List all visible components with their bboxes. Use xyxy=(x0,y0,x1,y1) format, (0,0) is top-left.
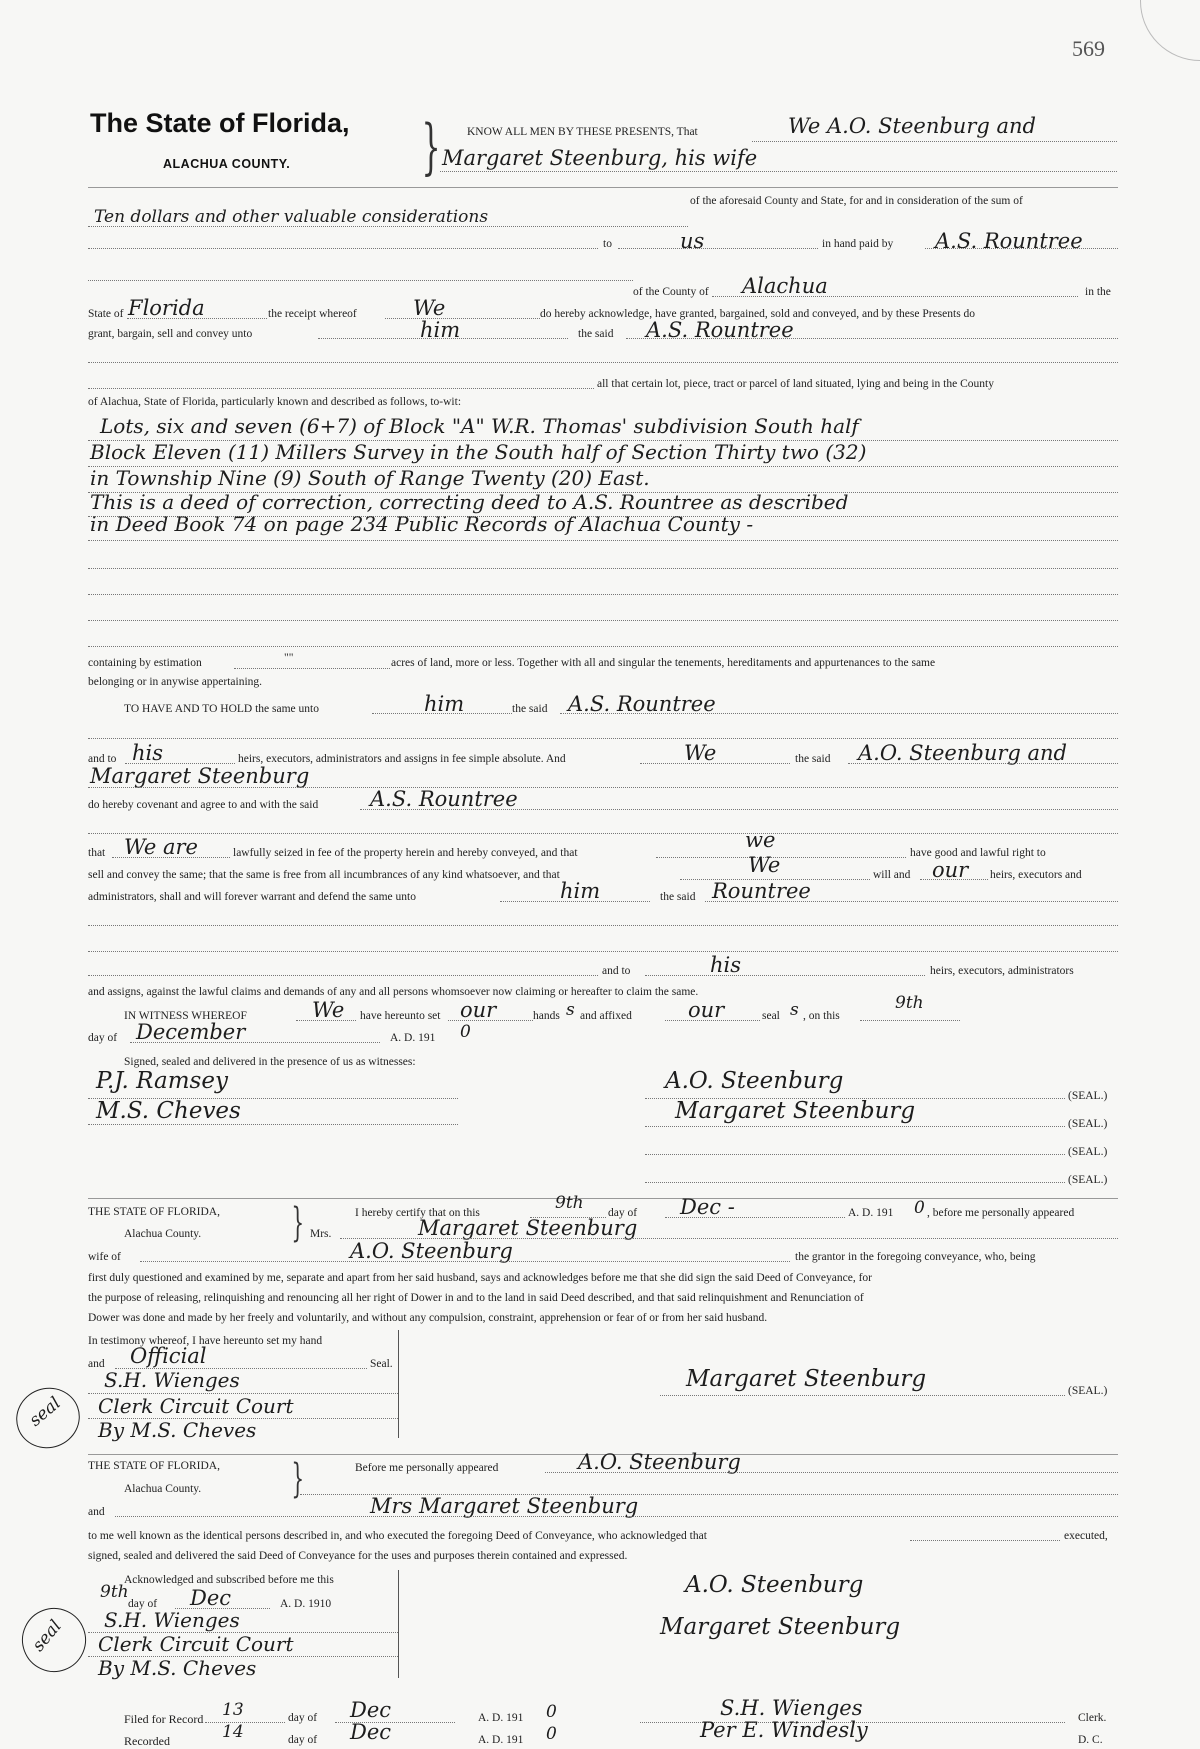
containing-by: containing by estimation xyxy=(88,657,202,669)
clerk-label: Clerk. xyxy=(1078,1712,1107,1724)
cert1-para-1: first duly questioned and examined by me, separate and apart from her said husband, says and acknowledges before me that she did sign the said Deed of Conveyance, for xyxy=(88,1272,872,1284)
line xyxy=(88,738,1118,739)
county-handwritten: Alachua xyxy=(742,274,828,298)
set-handwritten: our xyxy=(460,998,497,1022)
sell-handwritten: We xyxy=(748,853,781,877)
cert2-appeared-handwritten: A.O. Steenburg xyxy=(578,1450,741,1474)
cert1-i-hereby-certify: I hereby certify that on this xyxy=(355,1207,480,1219)
grant-bargain: grant, bargain, sell and convey unto xyxy=(88,328,253,340)
in-hand-paid: in hand paid by xyxy=(822,238,894,250)
cert1-in-testimony: In testimony whereof, I have hereunto set my hand xyxy=(88,1335,323,1347)
line xyxy=(712,296,1078,297)
line xyxy=(88,568,1118,569)
do-hereby-acknowledge: do hereby acknowledge, have granted, bargained, sold and conveyed, and by these Presents do xyxy=(540,308,976,320)
month-handwritten: December xyxy=(136,1020,246,1044)
line xyxy=(665,1020,760,1021)
all-that-certain: all that certain lot, piece, tract or parcel of land situated, lying and being in the County xyxy=(597,378,994,390)
line xyxy=(645,1126,1065,1127)
deputy-clerk-signature: Per E. Windesly xyxy=(700,1718,868,1742)
divider xyxy=(88,187,1118,188)
cert2-signature-1: A.O. Steenburg xyxy=(685,1572,864,1598)
and-handwritten: We xyxy=(684,741,717,765)
the-said: the said xyxy=(578,328,614,340)
cert1-before-me: , before me personally appeared xyxy=(927,1207,1075,1219)
grantors-handwritten: We A.O. Steenburg and xyxy=(788,114,1036,138)
line xyxy=(88,594,1118,595)
line xyxy=(910,1540,1060,1541)
recorded: Recorded xyxy=(124,1734,170,1748)
covenant-handwritten: A.S. Rountree xyxy=(370,787,518,811)
description-line-2: Block Eleven (11) Millers Survey in the South half of Section Thirty two (32) xyxy=(90,440,867,464)
cert2-ad-1910: A. D. 1910 xyxy=(280,1598,332,1610)
receipt-whereof: the receipt whereof xyxy=(268,308,357,320)
cert2-ack-subscribed: Acknowledged and subscribed before me this xyxy=(124,1574,334,1586)
seal-label-4: (SEAL.) xyxy=(1068,1174,1108,1186)
state-handwritten: Florida xyxy=(128,296,205,320)
line xyxy=(130,1042,380,1043)
and-to: and to xyxy=(88,753,117,765)
on-this: , on this xyxy=(803,1010,840,1022)
and-assigns: and assigns, against the lawful claims and demands of any and all persons whomsoever now claiming or hereafter to claim the same. xyxy=(88,986,699,998)
cert2-executed: executed, xyxy=(1064,1530,1108,1542)
cert1-mrs-handwritten: Margaret Steenburg xyxy=(418,1216,638,1240)
in-witness: IN WITNESS WHEREOF xyxy=(124,1010,247,1022)
cert2-county: Alachua County. xyxy=(124,1483,202,1495)
cert1-county: Alachua County. xyxy=(124,1228,202,1240)
line xyxy=(88,248,598,249)
line xyxy=(88,388,594,389)
heirs-exec-admin: heirs, executors, administrators xyxy=(930,965,1074,977)
filed-for-record: Filed for Record xyxy=(124,1712,204,1726)
line xyxy=(640,763,790,764)
cert1-seal-label: (SEAL.) xyxy=(1068,1385,1108,1397)
recorded-ad-191: A. D. 191 xyxy=(478,1734,524,1746)
cert1-mrs: Mrs. xyxy=(310,1228,332,1240)
know-all-men: KNOW ALL MEN BY THESE PRESENTS, That xyxy=(467,126,698,138)
seal-label-2: (SEAL.) xyxy=(1068,1118,1108,1130)
grantor-2-signature: Margaret Steenburg xyxy=(675,1098,916,1124)
line xyxy=(660,1395,1065,1396)
cert2-day-handwritten: 9th xyxy=(100,1582,129,1602)
that-label: that xyxy=(88,847,106,859)
line xyxy=(88,646,1118,647)
grant-handwritten: him xyxy=(420,318,461,342)
recorded-month-handwritten: Dec xyxy=(350,1720,392,1744)
consideration-handwritten: Ten dollars and other valuable considerations xyxy=(94,207,489,227)
will-and: will and xyxy=(873,869,911,881)
line xyxy=(88,620,1118,621)
affixed-handwritten: our xyxy=(688,998,725,1022)
cert1-state: THE STATE OF FLORIDA, xyxy=(88,1206,220,1218)
state-of: State of xyxy=(88,308,124,320)
page-corner-curl xyxy=(1140,0,1200,61)
line xyxy=(645,1154,1065,1155)
cert1-wife-of: wife of xyxy=(88,1251,121,1263)
cert2-before-me: Before me personally appeared xyxy=(355,1462,499,1474)
cert2-side-bar xyxy=(398,1570,399,1678)
filed-year-handwritten: 0 xyxy=(546,1702,557,1722)
recorded-day-of: day of xyxy=(288,1734,318,1746)
witness-handwritten: We xyxy=(312,998,345,1022)
and-said-handwritten-2: Margaret Steenburg xyxy=(90,764,310,788)
cert1-the-grantor: the grantor in the foregoing conveyance, who, being xyxy=(795,1251,1036,1263)
hold-handwritten: him xyxy=(424,692,465,716)
description-line-1: Lots, six and seven (6+7) of Block "A" W.R. Thomas' subdivision South half xyxy=(100,414,859,438)
containing-handwritten: "" xyxy=(284,652,294,664)
do-hereby-covenant: do hereby covenant and agree to and with the said xyxy=(88,799,319,811)
cert2-day-of: day of xyxy=(128,1598,158,1610)
line xyxy=(234,668,390,669)
description-line-5: in Deed Book 74 on page 234 Public Records of Alachua County - xyxy=(90,512,754,536)
filed-month-handwritten: Dec xyxy=(350,1698,392,1722)
cert1-clerk-line-3: By M.S. Cheves xyxy=(98,1418,257,1442)
divider xyxy=(88,1198,1118,1199)
recorded-year-handwritten: 0 xyxy=(546,1724,557,1744)
cert2-clerk-line-2: Clerk Circuit Court xyxy=(98,1632,294,1656)
line xyxy=(925,248,1118,249)
line xyxy=(88,925,1118,926)
cert1-ad-191: A. D. 191 xyxy=(848,1207,894,1219)
cert2-to-me-well: to me well known as the identical persons described in, and who executed the foregoing Deed of Conveyance, who acknowledged that xyxy=(88,1530,707,1542)
line xyxy=(127,318,267,319)
that-handwritten: We are xyxy=(124,835,198,859)
seal-handwritten: s xyxy=(790,1000,799,1020)
lawfully-handwritten: we xyxy=(745,828,776,852)
cert1-official-handwritten: Official xyxy=(130,1344,207,1368)
cert1-clerk-line-1: S.H. Wienges xyxy=(104,1368,240,1392)
hands-handwritten: s xyxy=(566,1000,575,1020)
line xyxy=(545,1472,1118,1473)
line xyxy=(88,833,1118,834)
line xyxy=(115,1516,1118,1517)
and-to-handwritten: his xyxy=(132,741,164,765)
line xyxy=(88,362,1118,363)
cert1-seal-word: Seal. xyxy=(370,1358,393,1370)
cert1-brace: } xyxy=(291,1200,305,1246)
cert1-signature: Margaret Steenburg xyxy=(686,1366,927,1392)
sell-and-convey: sell and convey the same; that the same is free from all incumbrances of any kind whatsoever, and that xyxy=(88,869,560,881)
state-title: The State of Florida, xyxy=(90,108,350,138)
receipt-handwritten: We xyxy=(413,296,446,320)
year-handwritten: 0 xyxy=(460,1022,471,1042)
line xyxy=(112,857,230,858)
witness-2-signature: M.S. Cheves xyxy=(96,1098,241,1124)
clerk-signature: S.H. Wienges xyxy=(720,1696,863,1720)
county-title: ALACHUA COUNTY. xyxy=(163,157,291,171)
line xyxy=(705,901,1118,902)
grantor-1-signature: A.O. Steenburg xyxy=(665,1068,844,1094)
the-said-4: the said xyxy=(660,891,696,903)
cert2-and-label: and xyxy=(88,1506,105,1518)
day-handwritten: 9th xyxy=(895,993,924,1013)
administrators: administrators, shall and will forever warrant and defend the same unto xyxy=(88,891,416,903)
grantee-handwritten: A.S. Rountree xyxy=(935,229,1083,253)
and-to-2: and to xyxy=(602,965,631,977)
to-label: to xyxy=(603,238,612,250)
page-number: 569 xyxy=(1072,36,1105,61)
and-to-2-handwritten: his xyxy=(710,953,742,977)
line xyxy=(88,787,1118,788)
of-the-county: of the County of xyxy=(633,286,709,298)
line xyxy=(88,975,598,976)
line xyxy=(318,338,568,339)
line xyxy=(860,1020,960,1021)
line xyxy=(848,763,1118,764)
line xyxy=(626,338,1118,339)
line xyxy=(618,248,818,249)
dc-label: D. C. xyxy=(1078,1734,1103,1746)
of-alachua: of Alachua, State of Florida, particularly known and described as follows, to-wit: xyxy=(88,396,462,408)
the-said-3: the said xyxy=(795,753,831,765)
admin-said-handwritten: Rountree xyxy=(712,879,811,903)
line xyxy=(296,1020,356,1021)
cert2-signed-sealed: signed, sealed and delivered the said Deed of Conveyance for the uses and purposes therein contained and expressed. xyxy=(88,1550,628,1562)
to-have-and-hold: TO HAVE AND TO HOLD the same unto xyxy=(124,703,319,715)
recorded-day-handwritten: 14 xyxy=(222,1722,244,1742)
cert2-clerk-line-3: By M.S. Cheves xyxy=(98,1656,257,1680)
line xyxy=(448,1020,533,1021)
seal-label-1: (SEAL.) xyxy=(1068,1090,1108,1102)
line xyxy=(656,857,906,858)
cert1-seal-stamp-text: seal xyxy=(25,1393,65,1431)
line xyxy=(645,1182,1065,1183)
and-said-handwritten: A.O. Steenburg and xyxy=(858,741,1067,765)
cert1-clerk-line-2: Clerk Circuit Court xyxy=(98,1394,294,1418)
signed-sealed: Signed, sealed and delivered in the presence of us as witnesses: xyxy=(124,1056,416,1068)
cert1-wife-handwritten: A.O. Steenburg xyxy=(350,1239,513,1263)
line xyxy=(560,713,1118,714)
line xyxy=(372,713,512,714)
will-handwritten: our xyxy=(932,858,969,882)
line xyxy=(360,809,1118,810)
cert1-year-handwritten: 0 xyxy=(914,1198,925,1218)
filed-day-handwritten: 13 xyxy=(222,1700,244,1720)
in-the: in the xyxy=(1085,286,1111,298)
cert2-state: THE STATE OF FLORIDA, xyxy=(88,1460,220,1472)
hold-said-handwritten: A.S. Rountree xyxy=(568,692,716,716)
ad-191: A. D. 191 xyxy=(390,1032,436,1044)
line xyxy=(500,901,650,902)
header-brace: } xyxy=(421,112,441,182)
line xyxy=(88,1124,458,1125)
line xyxy=(88,280,633,281)
description-line-3: in Township Nine (9) South of Range Twenty (20) East. xyxy=(90,466,650,490)
line xyxy=(88,951,1118,952)
grant-said-handwritten: A.S. Rountree xyxy=(646,318,794,342)
cert1-side-bar xyxy=(398,1330,399,1438)
description-line-4: This is a deed of correction, correcting deed to A.S. Rountree as described xyxy=(90,490,849,514)
cert2-and-handwritten: Mrs Margaret Steenburg xyxy=(370,1494,639,1518)
cert1-and-label: and xyxy=(88,1358,105,1370)
admin-handwritten: him xyxy=(560,879,601,903)
line xyxy=(665,1217,845,1218)
witness-1-signature: P.J. Ramsey xyxy=(96,1068,228,1094)
line xyxy=(205,1722,285,1723)
filed-day-of: day of xyxy=(288,1712,318,1724)
have-hereunto: have hereunto set xyxy=(360,1010,441,1022)
day-of: day of xyxy=(88,1032,118,1044)
line xyxy=(752,141,1117,142)
cert2-brace: } xyxy=(291,1456,305,1502)
of-aforesaid: of the aforesaid County and State, for and in consideration of the sum of xyxy=(690,195,1023,207)
belonging: belonging or in anywise appertaining. xyxy=(88,676,263,688)
line xyxy=(88,540,1118,541)
cert2-signature-2: Margaret Steenburg xyxy=(660,1614,901,1640)
and-affixed: and affixed xyxy=(580,1010,632,1022)
line xyxy=(645,975,925,976)
heirs-executors: heirs, executors, administrators and assigns in fee simple absolute. And xyxy=(238,753,566,765)
cert1-day-of: day of xyxy=(608,1207,638,1219)
seal-label-3: (SEAL.) xyxy=(1068,1146,1108,1158)
lawfully-seized: lawfully seized in fee of the property herein and hereby conveyed, and that xyxy=(233,847,578,859)
cert1-day-handwritten: 9th xyxy=(555,1193,584,1213)
acres-of-land: acres of land, more or less. Together with all and singular the tenements, hereditaments and appurtenances to the same xyxy=(391,657,936,669)
filed-ad-191: A. D. 191 xyxy=(478,1712,524,1724)
line xyxy=(88,226,688,227)
hands: hands xyxy=(533,1010,560,1022)
seal-label: seal xyxy=(762,1010,780,1022)
cert2-month-handwritten: Dec xyxy=(190,1586,232,1610)
cert2-seal-stamp-text: seal xyxy=(28,1616,66,1656)
heirs-exec-and: heirs, executors and xyxy=(990,869,1082,881)
line xyxy=(140,1261,790,1262)
to-handwritten: us xyxy=(680,229,705,253)
line xyxy=(385,318,540,319)
cert1-month-handwritten: Dec - xyxy=(680,1195,735,1219)
cert1-para-3: Dower was done and made by her freely and voluntarily, and without any compulsion, constraint, apprehension or fear of or from her said husband. xyxy=(88,1312,768,1324)
cert1-para-2: the purpose of releasing, relinquishing and renouncing all her right of Dower in and to the land in said Deed described, and that said relinquishment and Renunciation of xyxy=(88,1292,864,1304)
cert2-clerk-line-1: S.H. Wienges xyxy=(104,1608,240,1632)
line xyxy=(440,171,1117,172)
grantors-handwritten-2: Margaret Steenburg, his wife xyxy=(442,146,758,170)
the-said-2: the said xyxy=(512,703,548,715)
line xyxy=(920,879,988,880)
have-good: have good and lawful right to xyxy=(910,847,1046,859)
